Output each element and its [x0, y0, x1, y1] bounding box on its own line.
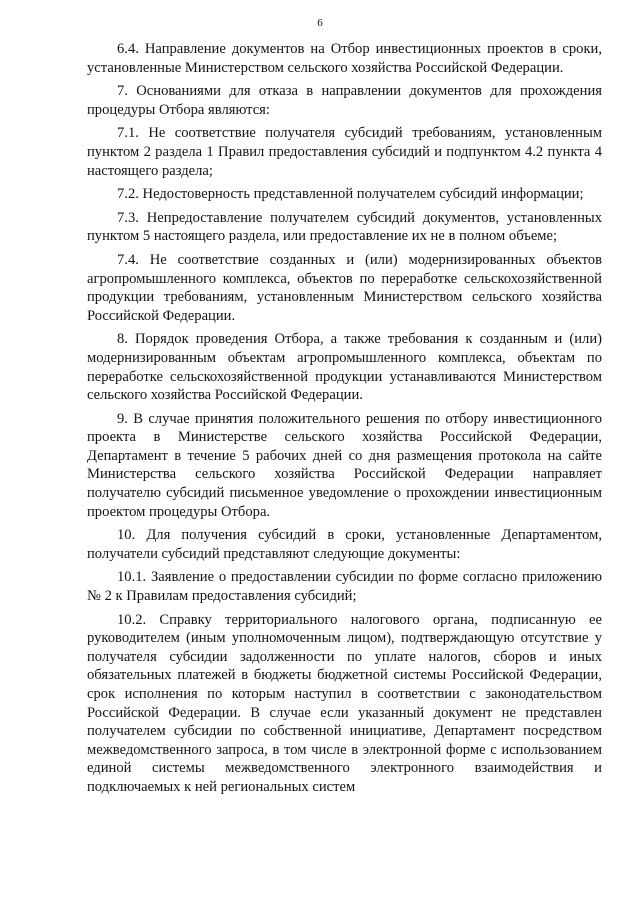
paragraph-6-4: 6.4. Направление документов на Отбор инвестиционных проектов в сроки, установленные Министерством сельского хозяйства Российской Федерации.: [87, 41, 602, 76]
page-number: 6: [317, 17, 323, 29]
paragraph-10-2: 10.2. Справку территориального налогового органа, подписанную ее руководителем (иным уполномоченным лицом), подтверждающую отсутствие у получателя субсидии задолженности по уплате налогов, сборов и иных обязательных платежей в бюджеты бюджетной системы Российской Федерации, срок исполнения по которым наступил в соответствии с законодательством Российской Федерации. В случае если указанный документ не представлен получателем субсидии по собственной инициативе, Департамент посредством межведомственного запроса, в том числе в электронной форме с использованием единой системы межведомственного электронного взаимодействия и подключаемых к ней региональных систем: [87, 611, 602, 795]
document-body: [87, 40, 602, 799]
paragraph-7-4: 7.4. Не соответствие созданных и (или) модернизированных объектов агропромышленного комплекса, объектов по переработке сельскохозяйственной продукции требованиям, установленным Министерством сельского хозяйства Российской Федерации.: [87, 251, 602, 324]
paragraph-7: 7. Основаниями для отказа в направлении документов для прохождения процедуры Отбора являются:: [87, 83, 602, 118]
paragraph-10: 10. Для получения субсидий в сроки, установленные Департаментом, получатели субсидий представляют следующие документы:: [87, 527, 602, 562]
paragraph-8: 8. Порядок проведения Отбора, а также требования к созданным и (или) модернизированным объектам агропромышленного комплекса, объектам по переработке сельскохозяйственной продукции устанавливаются Министерством сельского хозяйства Российской Федерации.: [87, 331, 602, 404]
paragraph-7-1: 7.1. Не соответствие получателя субсидий требованиям, установленным пунктом 2 раздела 1 Правил предоставления субсидий и подпунктом 4.2 пункта 4 настоящего раздела;: [87, 125, 602, 179]
paragraph-7-2: 7.2. Недостоверность представленной получателем субсидий информации;: [117, 186, 584, 203]
paragraph-10-1: 10.1. Заявление о предоставлении субсидии по форме согласно приложению № 2 к Правилам предоставления субсидий;: [87, 569, 602, 605]
paragraph-9: 9. В случае принятия положительного решения по отбору инвестиционного проекта в Министерстве сельского хозяйства Российской Федерации, Департамент в течение 5 рабочих дней со дня размещения протокола на сайте Министерства сельского хозяйства Российской Федерации направляет получателю субсидий письменное уведомление о прохождении инвестиционным проектом процедуры Отбора.: [87, 410, 602, 520]
paragraph-7-3: 7.3. Непредоставление получателем субсидий документов, установленных пунктом 5 настоящего раздела, или предоставление их не в полном объеме;: [87, 209, 602, 245]
